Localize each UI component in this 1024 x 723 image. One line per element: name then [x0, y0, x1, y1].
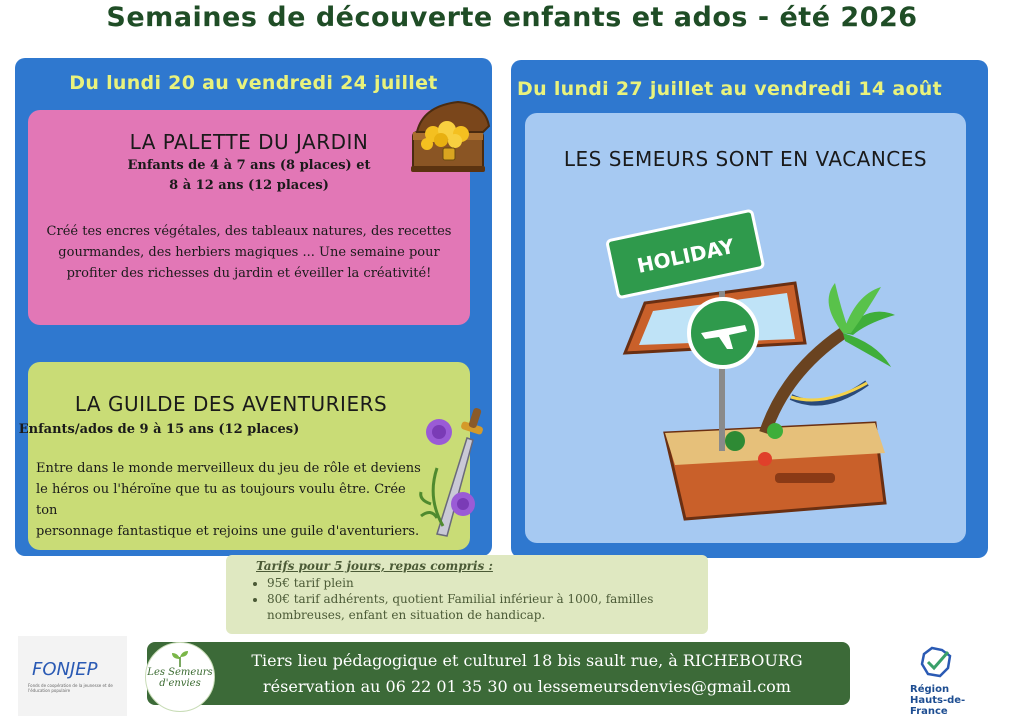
semeurs-logo [145, 642, 215, 712]
guilde-description: Entre dans le monde merveilleux du jeu de rôle et deviens le héros ou l'héroïne que tu as toujours voulu être. Crée ton personnage fantastique et rejoins une guile d'aventuriers. [36, 461, 421, 539]
palette-ages-line2: 8 à 12 ans (12 places) [169, 178, 329, 193]
contact-banner [147, 642, 850, 705]
reservation-line: réservation au 06 22 01 35 30 ou lessemeursdenvies@gmail.com [263, 677, 791, 696]
holiday-suitcase-illustration [605, 183, 905, 523]
tarifs-list [254, 575, 707, 623]
tarifs-title: Tarifs pour 5 jours, repas compris : [256, 559, 493, 573]
semeurs-logo-text: Les Semeurs d'envies [147, 667, 213, 689]
tarif-item: • 80€ tarif adhérents, quotient Familial inférieur à 1000, familles nombreuses, enfant en situation de handicap. [267, 591, 707, 623]
sprout-icon [170, 651, 190, 667]
week-one-dates: Du lundi 20 au vendredi 24 juillet [69, 72, 438, 94]
france-map-check-icon [918, 644, 954, 680]
tarif-item: • 95€ tarif plein [267, 575, 707, 591]
address-line: Tiers lieu pédagogique et culturel 18 bis sault rue, à RICHEBOURG [251, 651, 803, 670]
holiday-sign-text: HOLIDAY [634, 233, 737, 278]
week-one-panel [15, 58, 492, 556]
week-two-panel [511, 60, 988, 558]
region-logo-text: Région Hauts-de-France [910, 684, 966, 717]
dagger-roses-icon [417, 408, 489, 548]
page-title: Semaines de découverte enfants et ados - été 2026 [106, 2, 918, 33]
fonjep-logo [18, 636, 127, 716]
palette-ages-line1: Enfants de 4 à 7 ans (8 places) et [127, 158, 371, 173]
vacances-card [525, 113, 966, 543]
palette-description: Créé tes encres végétales, des tableaux natures, des recettes gourmandes, des herbiers magiques ... Une semaine pour profiter des richesses du jardin et éveiller la créativité! [46, 224, 452, 281]
palette-title: LA PALETTE DU JARDIN [129, 130, 369, 154]
guilde-ages: Enfants/ados de 9 à 15 ans (12 places) [18, 422, 300, 437]
fonjep-logo-subtext: Fonds de coopération de la jeunesse et de l'éducation populaire [28, 683, 113, 693]
fonjep-logo-text: FONJEP [32, 659, 98, 680]
treasure-chest-icon [403, 92, 495, 184]
vacances-title: LES SEMEURS SONT EN VACANCES [563, 147, 928, 171]
tarifs-box [226, 555, 708, 634]
week-two-dates: Du lundi 27 juillet au vendredi 14 août [517, 78, 943, 100]
guilde-aventuriers-card [18, 362, 470, 550]
guilde-title: LA GUILDE DES AVENTURIERS [74, 392, 388, 416]
region-logo [896, 640, 996, 717]
